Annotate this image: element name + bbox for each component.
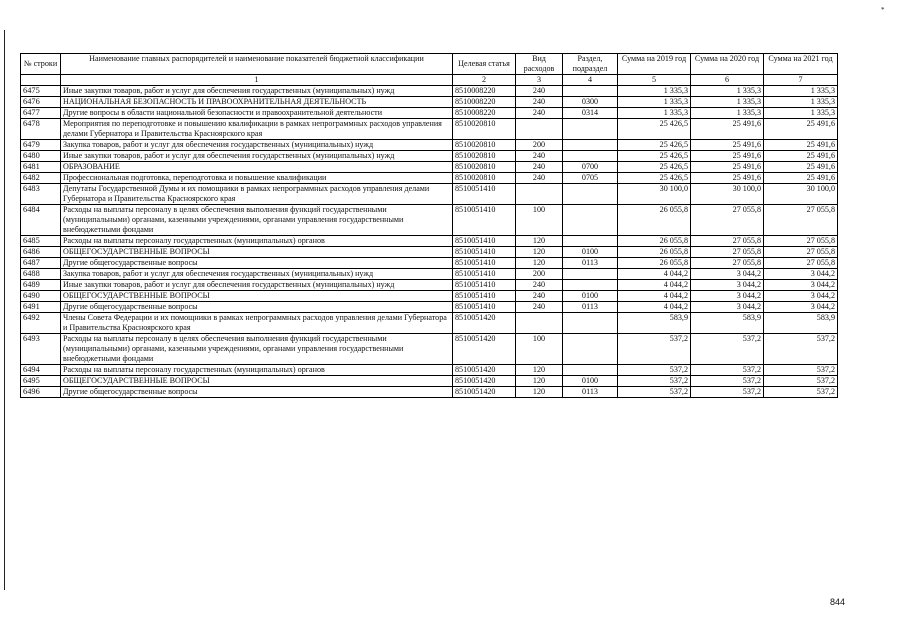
expense-type-cell: 120 <box>516 247 563 258</box>
sum-2020-cell: 1 335,3 <box>691 108 764 119</box>
target-article-cell: 8510020810 <box>453 173 516 184</box>
budget-table <box>20 53 838 398</box>
sum-2020-cell: 3 044,2 <box>691 280 764 291</box>
sum-2021-cell: 3 044,2 <box>764 291 838 302</box>
table-row <box>21 376 838 387</box>
sum-2021-cell: 25 491,6 <box>764 162 838 173</box>
target-article-cell: 8510008220 <box>453 97 516 108</box>
column-number-row <box>21 75 838 86</box>
table-row <box>21 334 838 365</box>
expense-type-cell: 120 <box>516 365 563 376</box>
expense-type-cell: 240 <box>516 97 563 108</box>
row-number-cell: 6483 <box>21 184 61 205</box>
column-number: 1 <box>61 75 453 86</box>
sum-2021-cell: 30 100,0 <box>764 184 838 205</box>
sum-2019-cell: 4 044,2 <box>618 280 691 291</box>
sum-2020-cell: 27 055,8 <box>691 205 764 236</box>
sum-2020-cell: 537,2 <box>691 376 764 387</box>
target-article-cell: 8510051420 <box>453 387 516 398</box>
sum-2019-cell: 537,2 <box>618 334 691 365</box>
sum-2020-cell: 30 100,0 <box>691 184 764 205</box>
row-number-cell: 6477 <box>21 108 61 119</box>
section-cell: 0300 <box>563 97 618 108</box>
row-name-cell: Расходы на выплаты персоналу в целях обеспечения выполнения функций государственными (муниципальными) органами, казенными учреждениями, органами управления государственными внебюджетными фондами <box>61 334 453 365</box>
expense-type-cell: 240 <box>516 151 563 162</box>
expense-type-cell <box>516 184 563 205</box>
section-cell: 0113 <box>563 258 618 269</box>
expense-type-cell: 100 <box>516 205 563 236</box>
expense-type-cell: 240 <box>516 302 563 313</box>
expense-type-cell <box>516 119 563 140</box>
sum-2019-cell: 25 426,5 <box>618 162 691 173</box>
table-row <box>21 86 838 97</box>
target-article-cell: 8510051410 <box>453 280 516 291</box>
target-article-cell: 8510051420 <box>453 376 516 387</box>
sum-2020-cell: 27 055,8 <box>691 236 764 247</box>
header-expense-type: Вид расходов <box>516 54 563 75</box>
section-cell <box>563 86 618 97</box>
sum-2020-cell: 3 044,2 <box>691 302 764 313</box>
row-name-cell: Мероприятия по переподготовке и повышению квалификации в рамках непрограммных расходов управления делами Губернатора и Правительства Красноярского края <box>61 119 453 140</box>
table-row <box>21 205 838 236</box>
row-number-cell: 6490 <box>21 291 61 302</box>
table-row <box>21 119 838 140</box>
header-sum-2020: Сумма на 2020 год <box>691 54 764 75</box>
section-cell <box>563 205 618 236</box>
target-article-cell: 8510051410 <box>453 302 516 313</box>
row-name-cell: Закупка товаров, работ и услуг для обеспечения государственных (муниципальных) нужд <box>61 269 453 280</box>
row-number-cell: 6485 <box>21 236 61 247</box>
row-name-cell: Другие общегосударственные вопросы <box>61 258 453 269</box>
target-article-cell: 8510051410 <box>453 291 516 302</box>
table-row <box>21 247 838 258</box>
sum-2019-cell: 4 044,2 <box>618 291 691 302</box>
sum-2019-cell: 25 426,5 <box>618 151 691 162</box>
column-number: 4 <box>563 75 618 86</box>
section-cell: 0113 <box>563 387 618 398</box>
target-article-cell: 8510051410 <box>453 269 516 280</box>
target-article-cell: 8510051420 <box>453 334 516 365</box>
header-sum-2019: Сумма на 2019 год <box>618 54 691 75</box>
sum-2019-cell: 537,2 <box>618 376 691 387</box>
sum-2021-cell: 27 055,8 <box>764 247 838 258</box>
sum-2021-cell: 537,2 <box>764 365 838 376</box>
expense-type-cell <box>516 313 563 334</box>
row-number-cell: 6496 <box>21 387 61 398</box>
sum-2019-cell: 1 335,3 <box>618 108 691 119</box>
row-number-cell: 6494 <box>21 365 61 376</box>
sum-2020-cell: 1 335,3 <box>691 86 764 97</box>
header-row-no: № строки <box>21 54 61 75</box>
expense-type-cell: 240 <box>516 291 563 302</box>
sum-2020-cell: 537,2 <box>691 334 764 365</box>
row-number-cell: 6493 <box>21 334 61 365</box>
row-name-cell: Расходы на выплаты персоналу государственных (муниципальных) органов <box>61 236 453 247</box>
target-article-cell: 8510020810 <box>453 151 516 162</box>
row-number-cell: 6484 <box>21 205 61 236</box>
header-target-article: Целевая статья <box>453 54 516 75</box>
sum-2021-cell: 27 055,8 <box>764 205 838 236</box>
table-row <box>21 258 838 269</box>
column-number <box>21 75 61 86</box>
table-body <box>21 86 838 398</box>
target-article-cell: 8510051420 <box>453 365 516 376</box>
row-number-cell: 6495 <box>21 376 61 387</box>
section-cell <box>563 334 618 365</box>
sum-2021-cell: 3 044,2 <box>764 302 838 313</box>
column-number: 6 <box>691 75 764 86</box>
table-row <box>21 140 838 151</box>
expense-type-cell: 200 <box>516 269 563 280</box>
sum-2020-cell: 1 335,3 <box>691 97 764 108</box>
row-number-cell: 6482 <box>21 173 61 184</box>
row-name-cell: ОБЩЕГОСУДАРСТВЕННЫЕ ВОПРОСЫ <box>61 247 453 258</box>
section-cell: 0314 <box>563 108 618 119</box>
table-row <box>21 162 838 173</box>
sum-2020-cell: 25 491,6 <box>691 162 764 173</box>
table-row <box>21 365 838 376</box>
section-cell: 0100 <box>563 376 618 387</box>
sum-2020-cell: 25 491,6 <box>691 140 764 151</box>
target-article-cell: 8510051410 <box>453 184 516 205</box>
sum-2019-cell: 1 335,3 <box>618 97 691 108</box>
section-cell <box>563 151 618 162</box>
sum-2019-cell: 26 055,8 <box>618 205 691 236</box>
row-number-cell: 6486 <box>21 247 61 258</box>
column-number: 7 <box>764 75 838 86</box>
section-cell <box>563 280 618 291</box>
row-number-cell: 6491 <box>21 302 61 313</box>
sum-2019-cell: 26 055,8 <box>618 258 691 269</box>
row-name-cell: Расходы на выплаты персоналу государственных (муниципальных) органов <box>61 365 453 376</box>
row-name-cell: Иные закупки товаров, работ и услуг для обеспечения государственных (муниципальных) нужд <box>61 151 453 162</box>
target-article-cell: 8510020810 <box>453 119 516 140</box>
section-cell: 0700 <box>563 162 618 173</box>
sum-2021-cell: 27 055,8 <box>764 236 838 247</box>
sum-2021-cell: 25 491,6 <box>764 140 838 151</box>
sum-2021-cell: 3 044,2 <box>764 269 838 280</box>
row-number-cell: 6488 <box>21 269 61 280</box>
target-article-cell: 8510051410 <box>453 236 516 247</box>
target-article-cell: 8510051420 <box>453 313 516 334</box>
target-article-cell: 8510020810 <box>453 140 516 151</box>
expense-type-cell: 240 <box>516 162 563 173</box>
expense-type-cell: 120 <box>516 236 563 247</box>
expense-type-cell: 240 <box>516 86 563 97</box>
row-number-cell: 6492 <box>21 313 61 334</box>
column-number: 3 <box>516 75 563 86</box>
expense-type-cell: 120 <box>516 376 563 387</box>
row-number-cell: 6480 <box>21 151 61 162</box>
sum-2021-cell: 537,2 <box>764 334 838 365</box>
sum-2021-cell: 537,2 <box>764 387 838 398</box>
expense-type-cell: 100 <box>516 334 563 365</box>
sum-2020-cell: 25 491,6 <box>691 173 764 184</box>
row-name-cell: Депутаты Государственной Думы и их помощники в рамках непрограммных расходов управления делами Губернатора и Правительства Красноярского края <box>61 184 453 205</box>
header-name: Наименование главных распорядителей и наименование показателей бюджетной классификации <box>61 54 453 75</box>
row-name-cell: ОБЩЕГОСУДАРСТВЕННЫЕ ВОПРОСЫ <box>61 376 453 387</box>
section-cell: 0113 <box>563 302 618 313</box>
table-row <box>21 151 838 162</box>
row-name-cell: Иные закупки товаров, работ и услуг для обеспечения государственных (муниципальных) нужд <box>61 86 453 97</box>
expense-type-cell: 240 <box>516 280 563 291</box>
row-name-cell: Иные закупки товаров, работ и услуг для обеспечения государственных (муниципальных) нужд <box>61 280 453 291</box>
target-article-cell: 8510008220 <box>453 108 516 119</box>
sum-2020-cell: 3 044,2 <box>691 291 764 302</box>
row-number-cell: 6479 <box>21 140 61 151</box>
sum-2019-cell: 583,9 <box>618 313 691 334</box>
table-row <box>21 236 838 247</box>
sum-2020-cell: 537,2 <box>691 387 764 398</box>
sum-2019-cell: 4 044,2 <box>618 302 691 313</box>
table-row <box>21 108 838 119</box>
row-number-cell: 6489 <box>21 280 61 291</box>
table-row <box>21 302 838 313</box>
sum-2019-cell: 1 335,3 <box>618 86 691 97</box>
sum-2019-cell: 25 426,5 <box>618 173 691 184</box>
section-cell: 0100 <box>563 291 618 302</box>
page-number: 844 <box>830 597 846 607</box>
row-name-cell: Закупка товаров, работ и услуг для обеспечения государственных (муниципальных) нужд <box>61 140 453 151</box>
section-cell <box>563 119 618 140</box>
row-number-cell: 6478 <box>21 119 61 140</box>
sum-2020-cell: 583,9 <box>691 313 764 334</box>
sum-2020-cell: 25 491,6 <box>691 119 764 140</box>
table-row <box>21 291 838 302</box>
sum-2021-cell: 1 335,3 <box>764 108 838 119</box>
sum-2019-cell: 26 055,8 <box>618 247 691 258</box>
sum-2021-cell: 1 335,3 <box>764 97 838 108</box>
section-cell: 0100 <box>563 247 618 258</box>
row-name-cell: Расходы на выплаты персоналу в целях обеспечения выполнения функций государственными (муниципальными) органами, казенными учреждениями, органами управления государственными внебюджетными фондами <box>61 205 453 236</box>
table-row <box>21 173 838 184</box>
sum-2019-cell: 25 426,5 <box>618 140 691 151</box>
row-name-cell: Члены Совета Федерации и их помощники в рамках непрограммных расходов управления делами Губернатора и Правительства Красноярского края <box>61 313 453 334</box>
target-article-cell: 8510008220 <box>453 86 516 97</box>
sum-2020-cell: 537,2 <box>691 365 764 376</box>
row-name-cell: Другие общегосударственные вопросы <box>61 302 453 313</box>
expense-type-cell: 200 <box>516 140 563 151</box>
row-name-cell: ОБРАЗОВАНИЕ <box>61 162 453 173</box>
sum-2019-cell: 26 055,8 <box>618 236 691 247</box>
column-number: 5 <box>618 75 691 86</box>
header-row <box>21 54 838 75</box>
section-cell <box>563 140 618 151</box>
expense-type-cell: 120 <box>516 387 563 398</box>
target-article-cell: 8510051410 <box>453 258 516 269</box>
table-row <box>21 97 838 108</box>
binding-line <box>4 30 5 590</box>
row-name-cell: НАЦИОНАЛЬНАЯ БЕЗОПАСНОСТЬ И ПРАВООХРАНИТЕЛЬНАЯ ДЕЯТЕЛЬНОСТЬ <box>61 97 453 108</box>
corner-mark: * <box>881 6 885 14</box>
column-number: 2 <box>453 75 516 86</box>
sum-2021-cell: 25 491,6 <box>764 173 838 184</box>
section-cell <box>563 184 618 205</box>
expense-type-cell: 120 <box>516 258 563 269</box>
section-cell <box>563 313 618 334</box>
table-row <box>21 313 838 334</box>
target-article-cell: 8510051410 <box>453 247 516 258</box>
header-sum-2021: Сумма на 2021 год <box>764 54 838 75</box>
expense-type-cell: 240 <box>516 108 563 119</box>
table-row <box>21 280 838 291</box>
sum-2021-cell: 27 055,8 <box>764 258 838 269</box>
sum-2020-cell: 27 055,8 <box>691 247 764 258</box>
row-number-cell: 6481 <box>21 162 61 173</box>
table-row <box>21 387 838 398</box>
target-article-cell: 8510020810 <box>453 162 516 173</box>
section-cell: 0705 <box>563 173 618 184</box>
sum-2021-cell: 3 044,2 <box>764 280 838 291</box>
row-name-cell: Другие общегосударственные вопросы <box>61 387 453 398</box>
table-row <box>21 269 838 280</box>
sum-2020-cell: 25 491,6 <box>691 151 764 162</box>
sum-2020-cell: 27 055,8 <box>691 258 764 269</box>
header-section: Раздел, подраздел <box>563 54 618 75</box>
sum-2020-cell: 3 044,2 <box>691 269 764 280</box>
sum-2019-cell: 4 044,2 <box>618 269 691 280</box>
row-number-cell: 6475 <box>21 86 61 97</box>
row-name-cell: ОБЩЕГОСУДАРСТВЕННЫЕ ВОПРОСЫ <box>61 291 453 302</box>
expense-type-cell: 240 <box>516 173 563 184</box>
section-cell <box>563 269 618 280</box>
row-name-cell: Профессиональная подготовка, переподготовка и повышение квалификации <box>61 173 453 184</box>
sum-2019-cell: 25 426,5 <box>618 119 691 140</box>
sum-2021-cell: 537,2 <box>764 376 838 387</box>
section-cell <box>563 236 618 247</box>
target-article-cell: 8510051410 <box>453 205 516 236</box>
table-row <box>21 184 838 205</box>
sum-2021-cell: 583,9 <box>764 313 838 334</box>
section-cell <box>563 365 618 376</box>
row-name-cell: Другие вопросы в области национальной безопасности и правоохранительной деятельности <box>61 108 453 119</box>
sum-2019-cell: 537,2 <box>618 365 691 376</box>
row-number-cell: 6487 <box>21 258 61 269</box>
sum-2021-cell: 25 491,6 <box>764 151 838 162</box>
row-number-cell: 6476 <box>21 97 61 108</box>
sum-2019-cell: 537,2 <box>618 387 691 398</box>
sum-2019-cell: 30 100,0 <box>618 184 691 205</box>
sum-2021-cell: 1 335,3 <box>764 86 838 97</box>
sum-2021-cell: 25 491,6 <box>764 119 838 140</box>
